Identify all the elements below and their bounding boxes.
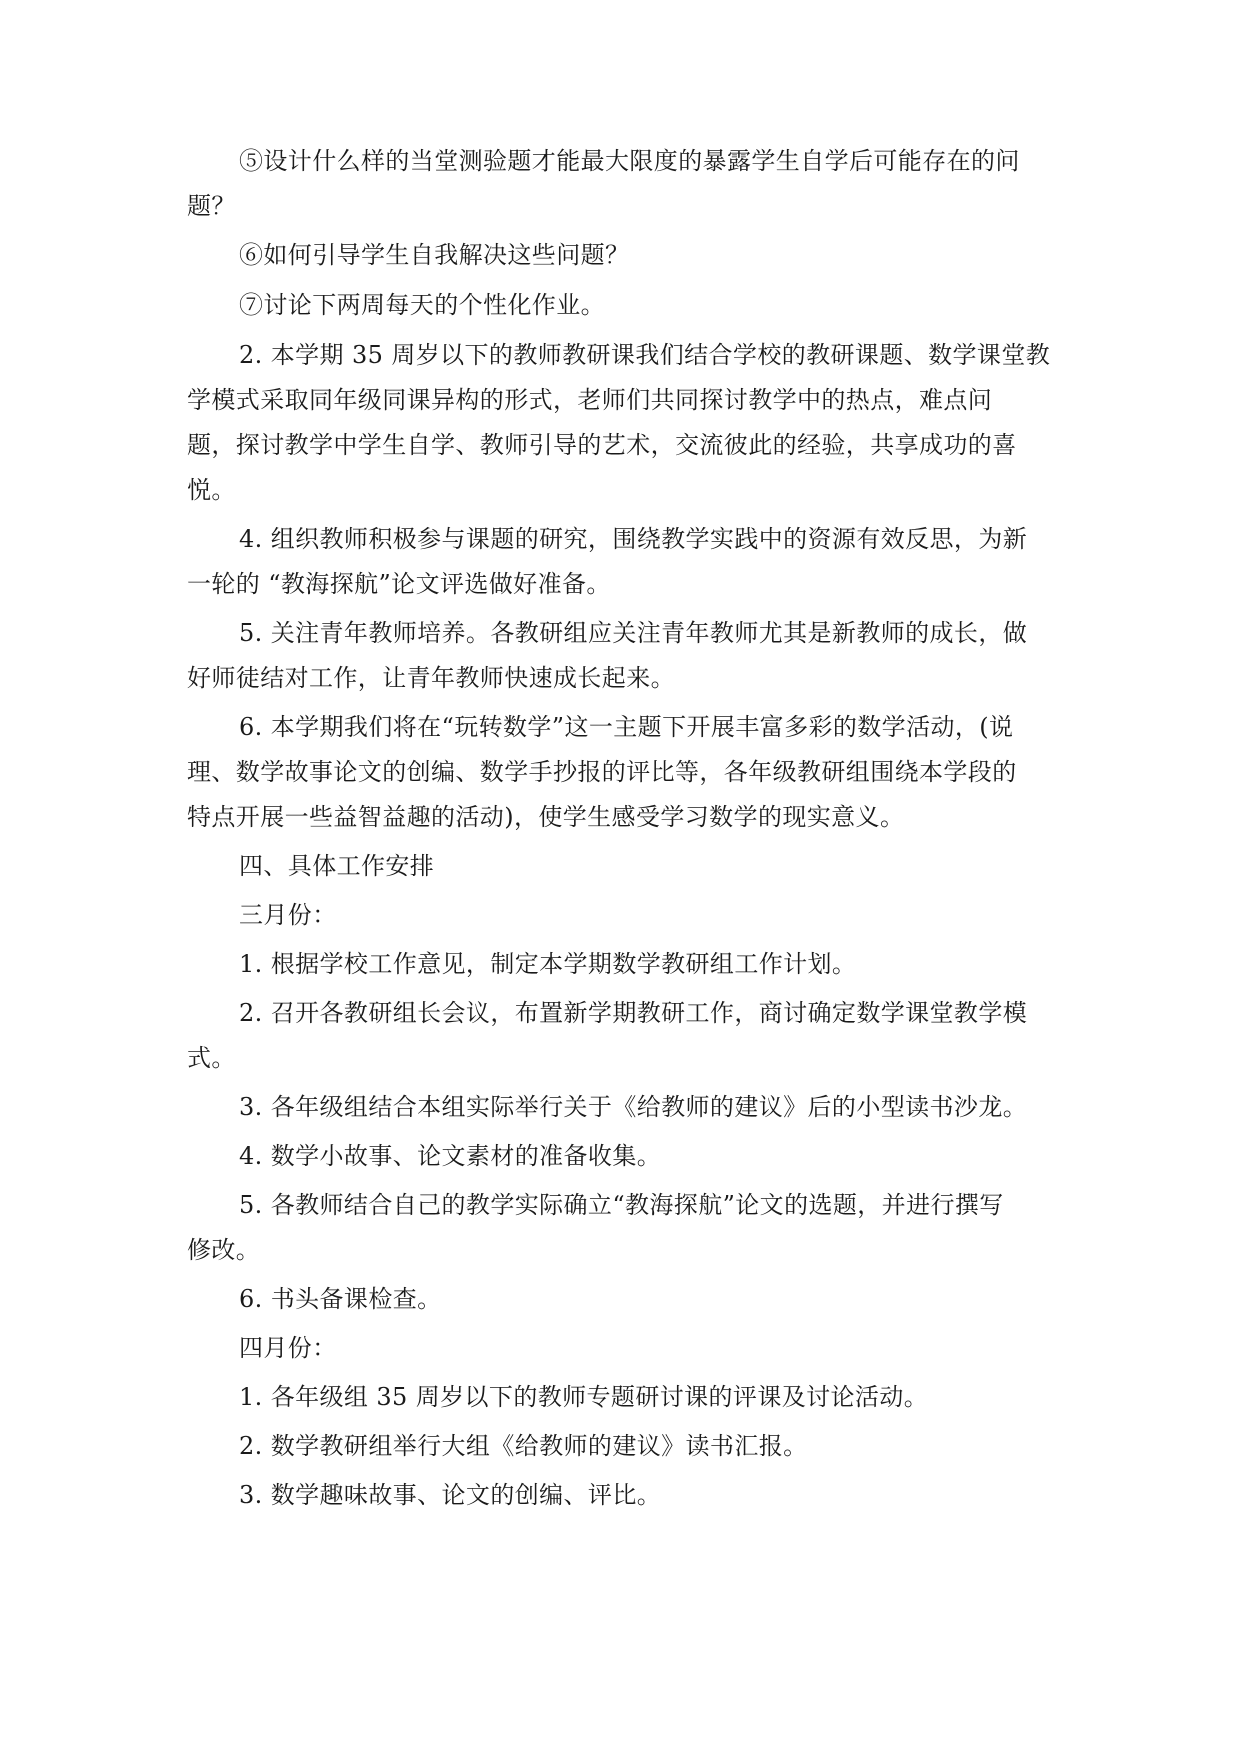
text-line: 1. 各年级组 35 周岁以下的教师专题研讨课的评课及讨论活动。 — [239, 1383, 929, 1411]
month-heading: 三月份： — [239, 901, 337, 929]
text-line: 修改。 — [187, 1236, 261, 1264]
text-line: 好师徒结对工作，让青年教师快速成长起来。 — [187, 664, 675, 692]
text-line: 题？ — [187, 192, 236, 220]
month-heading: 四月份： — [239, 1334, 337, 1362]
text-line: 5. 关注青年教师培养。各教研组应关注青年教师尤其是新教师的成长，做 — [239, 619, 1028, 647]
text-line: 悦。 — [187, 476, 236, 504]
text-line: ⑦讨论下两周每天的个性化作业。 — [239, 291, 605, 319]
text-line: 6. 本学期我们将在“玩转数学”这一主题下开展丰富多彩的数学活动，(说 — [239, 713, 1014, 741]
text-line: 3. 数学趣味故事、论文的创编、评比。 — [239, 1481, 662, 1509]
text-line: ⑥如何引导学生自我解决这些问题？ — [239, 241, 630, 269]
text-line: 4. 数学小故事、论文素材的准备收集。 — [239, 1142, 662, 1170]
text-line: 6. 书头备课检查。 — [239, 1285, 442, 1313]
text-line: 2. 本学期 35 周岁以下的教师教研课我们结合学校的教研课题、数学课堂教 — [239, 341, 1051, 369]
text-line: 学模式采取同年级同课异构的形式，老师们共同探讨教学中的热点，难点问 — [187, 386, 993, 414]
text-line: 5. 各教师结合自己的教学实际确立“教海探航”论文的选题，并进行撰写 — [239, 1191, 1004, 1219]
text-line: 式。 — [187, 1044, 236, 1072]
text-line: 题，探讨教学中学生自学、教师引导的艺术，交流彼此的经验，共享成功的喜 — [187, 431, 1017, 459]
text-line: 理、数学故事论文的创编、数学手抄报的评比等，各年级教研组围绕本学段的 — [187, 758, 1017, 786]
text-line: ⑤设计什么样的当堂测验题才能最大限度的暴露学生自学后可能存在的问 — [239, 147, 1020, 175]
text-line: 1. 根据学校工作意见，制定本学期数学教研组工作计划。 — [239, 950, 857, 978]
text-line: 特点开展一些益智益趣的活动)，使学生感受学习数学的现实意义。 — [187, 803, 905, 831]
text-line: 2. 召开各教研组长会议，布置新学期教研工作，商讨确定数学课堂教学模 — [239, 999, 1028, 1027]
text-line: 4. 组织教师积极参与课题的研究，围绕教学实践中的资源有效反思，为新 — [239, 525, 1028, 553]
text-line: 2. 数学教研组举行大组《给教师的建议》读书汇报。 — [239, 1432, 808, 1460]
section-heading: 四、具体工作安排 — [239, 852, 435, 880]
text-line: 3. 各年级组结合本组实际举行关于《给教师的建议》后的小型读书沙龙。 — [239, 1093, 1028, 1121]
text-line: 一轮的 “教海探航”论文评选做好准备。 — [187, 570, 611, 598]
